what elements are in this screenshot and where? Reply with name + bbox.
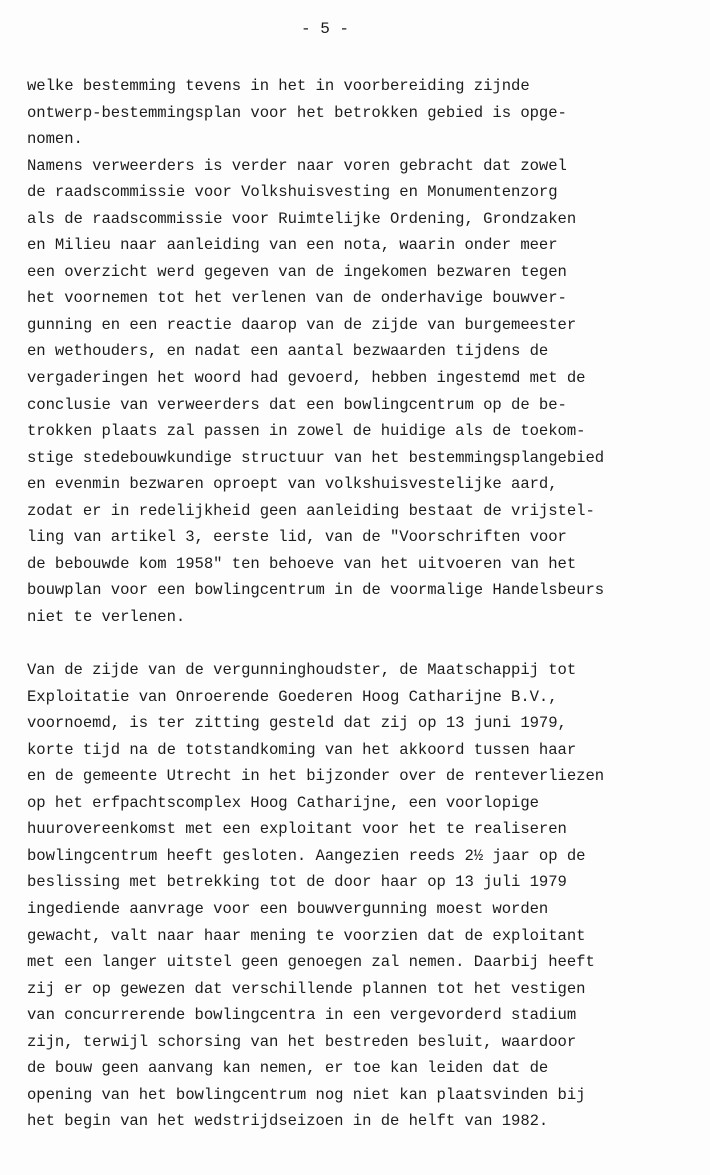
text-line: de bouw geen aanvang kan nemen, er toe kan leiden dat de (27, 1059, 549, 1078)
text-line: trokken plaats zal passen in zowel de huidige als de toekom- (27, 422, 586, 441)
text-line: bouwplan voor een bowlingcentrum in de voormalige Handelsbeurs (27, 581, 605, 600)
text-line: gunning en een reactie daarop van de zijde van burgemeester (27, 315, 577, 334)
text-line: welke bestemming tevens in het in voorbereiding zijnde (27, 77, 530, 95)
page-number: - 5 - (300, 20, 349, 38)
text-line: ontwerp-bestemmingsplan voor het betrokken gebied is opge- (27, 103, 567, 122)
text-line: en Milieu naar aanleiding van een nota, waarin onder meer (27, 236, 558, 255)
paragraph-continuation (27, 73, 707, 153)
text-line: en evenmin bezwaren oproept van volkshuisvestelijke aard, (27, 475, 558, 494)
text-line: gewacht, valt naar haar mening te voorzien dat de exploitant (27, 926, 586, 945)
text-line: opening van het bowlingcentrum nog niet kan plaatsvinden bij (27, 1085, 586, 1104)
text-line: en wethouders, en nadat een aantal bezwaarden tijdens de (27, 342, 549, 361)
text-line: vergaderingen het woord had gevoerd, hebben ingestemd met de (27, 369, 586, 388)
text-line: conclusie van verweerders dat een bowlingcentrum op de be- (27, 395, 567, 414)
text-line: ling van artikel 3, eerste lid, van de "Voorschriften voor (27, 528, 567, 547)
text-line: ingediende aanvrage voor een bouwvergunning moest worden (27, 899, 549, 918)
text-line: van concurrerende bowlingcentra in een vergevorderd stadium (27, 1006, 577, 1025)
text-line: niet te verlenen. (27, 607, 186, 626)
text-line: nomen. (27, 130, 83, 149)
paragraph-respondents-argument (27, 153, 707, 631)
text-line: en de gemeente Utrecht in het bijzonder over de renteverliezen (27, 767, 605, 786)
text-line: stige stedebouwkundige structuur van het bestemmingsplangebied (27, 448, 605, 467)
text-line: de raadscommissie voor Volkshuisvesting en Monumentenzorg (27, 183, 558, 202)
text-line: korte tijd na de totstandkoming van het akkoord tussen haar (27, 740, 577, 759)
text-line: zodat er in redelijkheid geen aanleiding bestaat de vrijstel- (27, 501, 595, 520)
text-line: de bebouwde kom 1958" ten behoeve van het uitvoeren van het (27, 554, 577, 573)
text-line: huurovereenkomst met een exploitant voor het te realiseren (27, 820, 567, 839)
text-line: het voornemen tot het verlenen van de onderhavige bouwver- (27, 289, 567, 308)
text-line: op het erfpachtscomplex Hoog Catharijne, een voorlopige (27, 793, 539, 812)
text-line: een overzicht werd gegeven van de ingekomen bezwaren tegen (27, 262, 567, 281)
text-line: Namens verweerders is verder naar voren gebracht dat zowel (27, 156, 567, 175)
paragraph-permit-holder-argument (27, 657, 707, 1135)
text-line: het begin van het wedstrijdseizoen in de helft van 1982. (27, 1112, 549, 1131)
text-line: bowlingcentrum heeft gesloten. Aangezien reeds 2½ jaar op de (27, 846, 586, 865)
text-line: zij er op gewezen dat verschillende plannen tot het vestigen (27, 979, 586, 998)
document-body (27, 73, 707, 1135)
text-line: voornoemd, is ter zitting gesteld dat zij op 13 juni 1979, (27, 714, 567, 733)
text-line: beslissing met betrekking tot de door haar op 13 juli 1979 (27, 873, 567, 892)
paragraph-spacer (27, 630, 707, 657)
text-line: als de raadscommissie voor Ruimtelijke Ordening, Grondzaken (27, 209, 577, 228)
text-line: Exploitatie van Onroerende Goederen Hoog Catharijne B.V., (27, 687, 558, 706)
text-line: Van de zijde van de vergunninghoudster, de Maatschappij tot (27, 661, 577, 680)
text-line: zijn, terwijl schorsing van het bestreden besluit, waardoor (27, 1032, 577, 1051)
text-line: met een langer uitstel geen genoegen zal nemen. Daarbij heeft (27, 953, 595, 972)
